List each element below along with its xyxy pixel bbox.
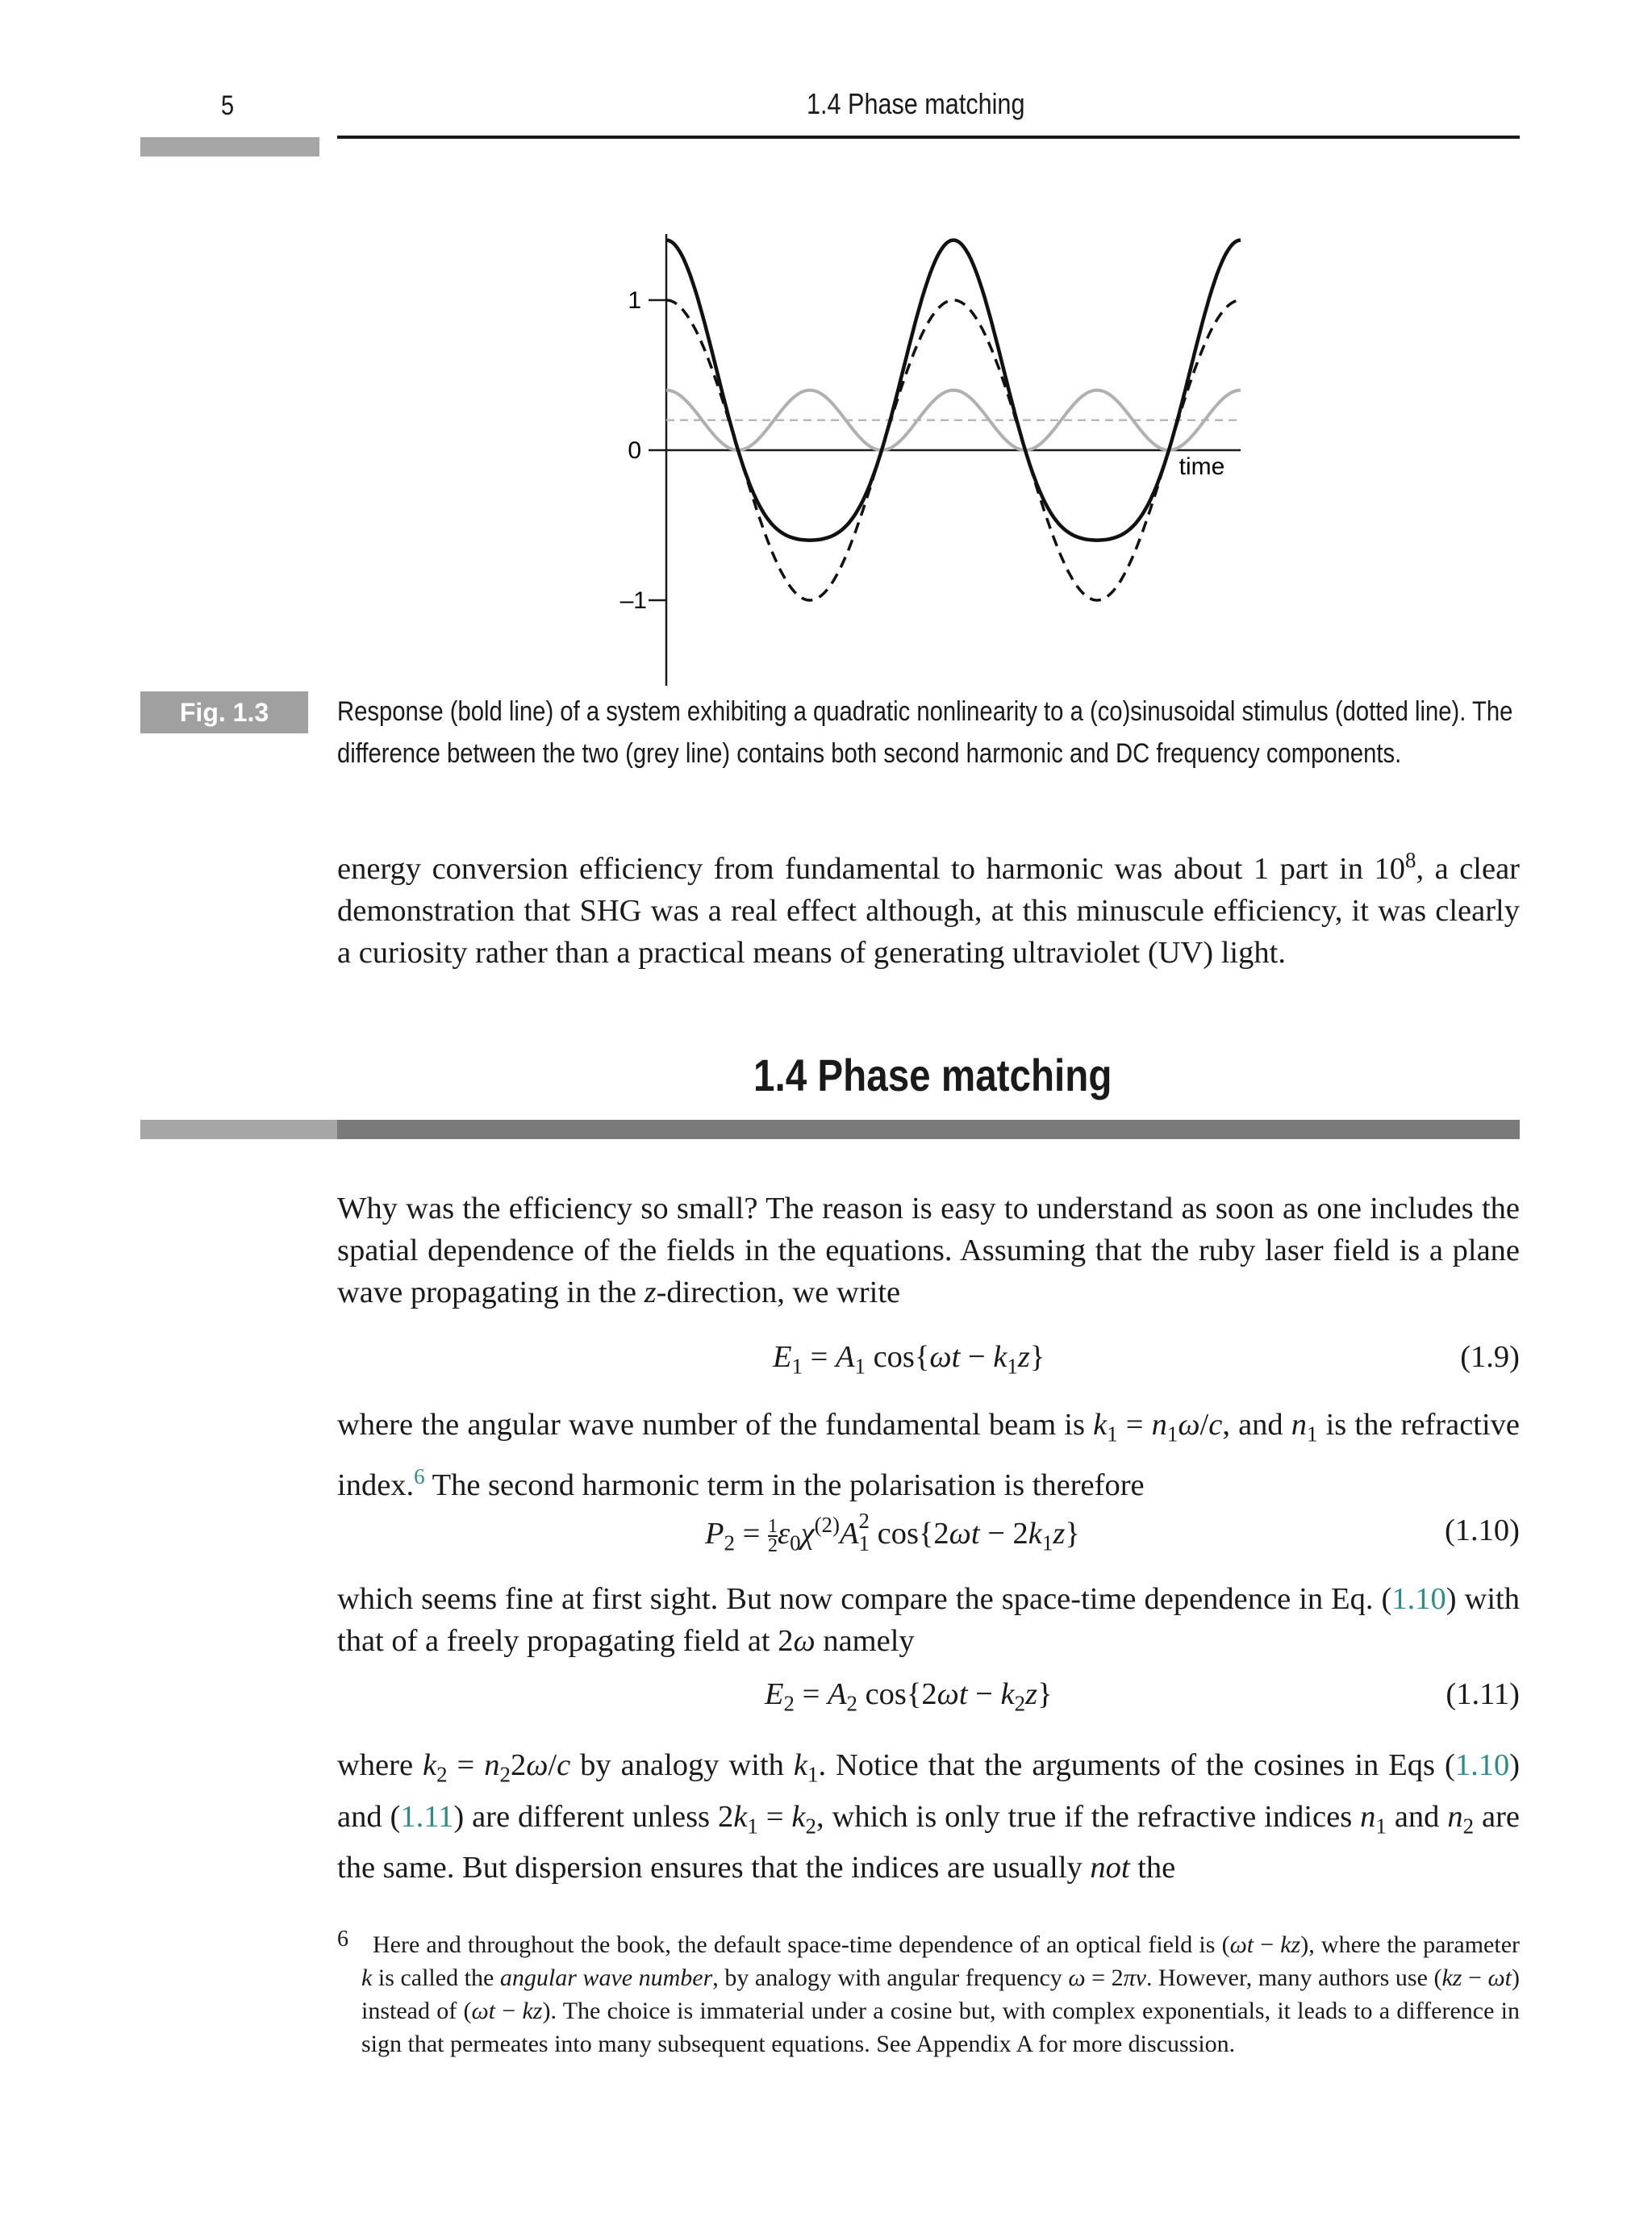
equation-number-1-11: (1.11) [1446,1677,1520,1711]
eq-ref-1-10-b[interactable]: 1.10 [1454,1748,1510,1782]
equation-number-1-10: (1.10) [1444,1513,1520,1547]
header-rule [337,136,1520,139]
paragraph-2: Why was the efficiency so small? The reason is easy to understand as soon as one includes the spatial dependence of the fields in the equations. Assuming that the ruby laser field is a plane wave propagating in the z-direction, we write [337,1192,1520,1309]
footnote-6: Here and throughout the book, the default space-time dependence of an optical field is (ωt − kz), where the parameter k is called the angular wave number, by analogy with angular frequency ω = 2πν. However, many authors use (kz − ωt) instead of (ωt − kz). The choice is immaterial under a cosine but, with complex exponentials, it leads to a difference in sign that permeates into many subsequent equations. See Appendix A for more discussion. [361,1931,1521,2057]
tick-label-0: 0 [628,437,641,464]
eq-ref-1-10[interactable]: 1.10 [1391,1582,1446,1616]
paragraph-4: which seems fine at first sight. But now compare the space-time dependence in Eq. (1.10) with that of a freely propagating field at 2ω namely [337,1582,1520,1658]
paragraph-5: where $k_2 = n_22\omega/c$ by analogy with $k_1$. Notice that the arguments of the cosines in Eqs (1.10) and (1.11) are different unless $2k_1 = k_2$, which is only true if the refractive indices $n_1$ and $n_2$ are the same. But dispersion ensures that the indices are usually not the [337,1748,1521,1885]
running-title: 1.4 Phase matching [807,87,1025,120]
section-grey-bar [140,1120,337,1139]
tick-label-1: 1 [628,287,641,314]
equation-1-10: $P_2$ = $\frac{1}{2}$ $\varepsilon_0\chi^{(2)}A$ $_{2 1}$ $\cos\{2\omega t - 2k_1z\}$ [705,1508,1080,1556]
equation-1-9: $E_1 = A_1$ $\cos\{\omega t - k_1z\}$ [773,1340,1045,1379]
section-title: 1.4 Phase matching [753,1050,1112,1100]
figure-caption: Response (bold line) of a system exhibiting a quadratic nonlinearity to a (co)sinusoidal stimulus (dotted line). The difference between the two (grey line) contains both second harmonic and DC frequency components. [337,696,1513,769]
section-dark-bar [337,1120,1520,1139]
page-number: 5 [221,90,235,121]
tick-label-minus1: –1 [620,587,647,614]
eq-ref-1-11[interactable]: 1.11 [400,1799,454,1834]
footnote-ref-6[interactable]: 6 [414,1463,425,1488]
header-grey-bar [140,137,319,157]
paragraph-1: energy conversion efficiency from fundamental to harmonic was about 1 part in $10^8$, a clear demonstration that SHG was a real effect although, at this minuscule efficiency, it was clearly a curiosity rather than a practical means of generating ultraviolet (UV) light. [337,848,1520,970]
equation-number-1-9: (1.9) [1460,1340,1520,1374]
equation-1-11: $E_2 = A_2$ $\cos\{2\omega t - k_2z\}$ [765,1677,1053,1716]
footnote-mark: 6 [337,1927,348,1952]
paragraph-3: where the angular wave number of the fundamental beam is $k_1 = n_1\omega/c$, and $n_1$ is the refractive index.$^6$ The second harmonic term in the polarisation is therefore [337,1408,1521,1502]
figure-plot [557,218,1266,686]
figure-badge: Fig. 1.3 [140,691,308,733]
axis-label-time: time [1179,453,1225,480]
